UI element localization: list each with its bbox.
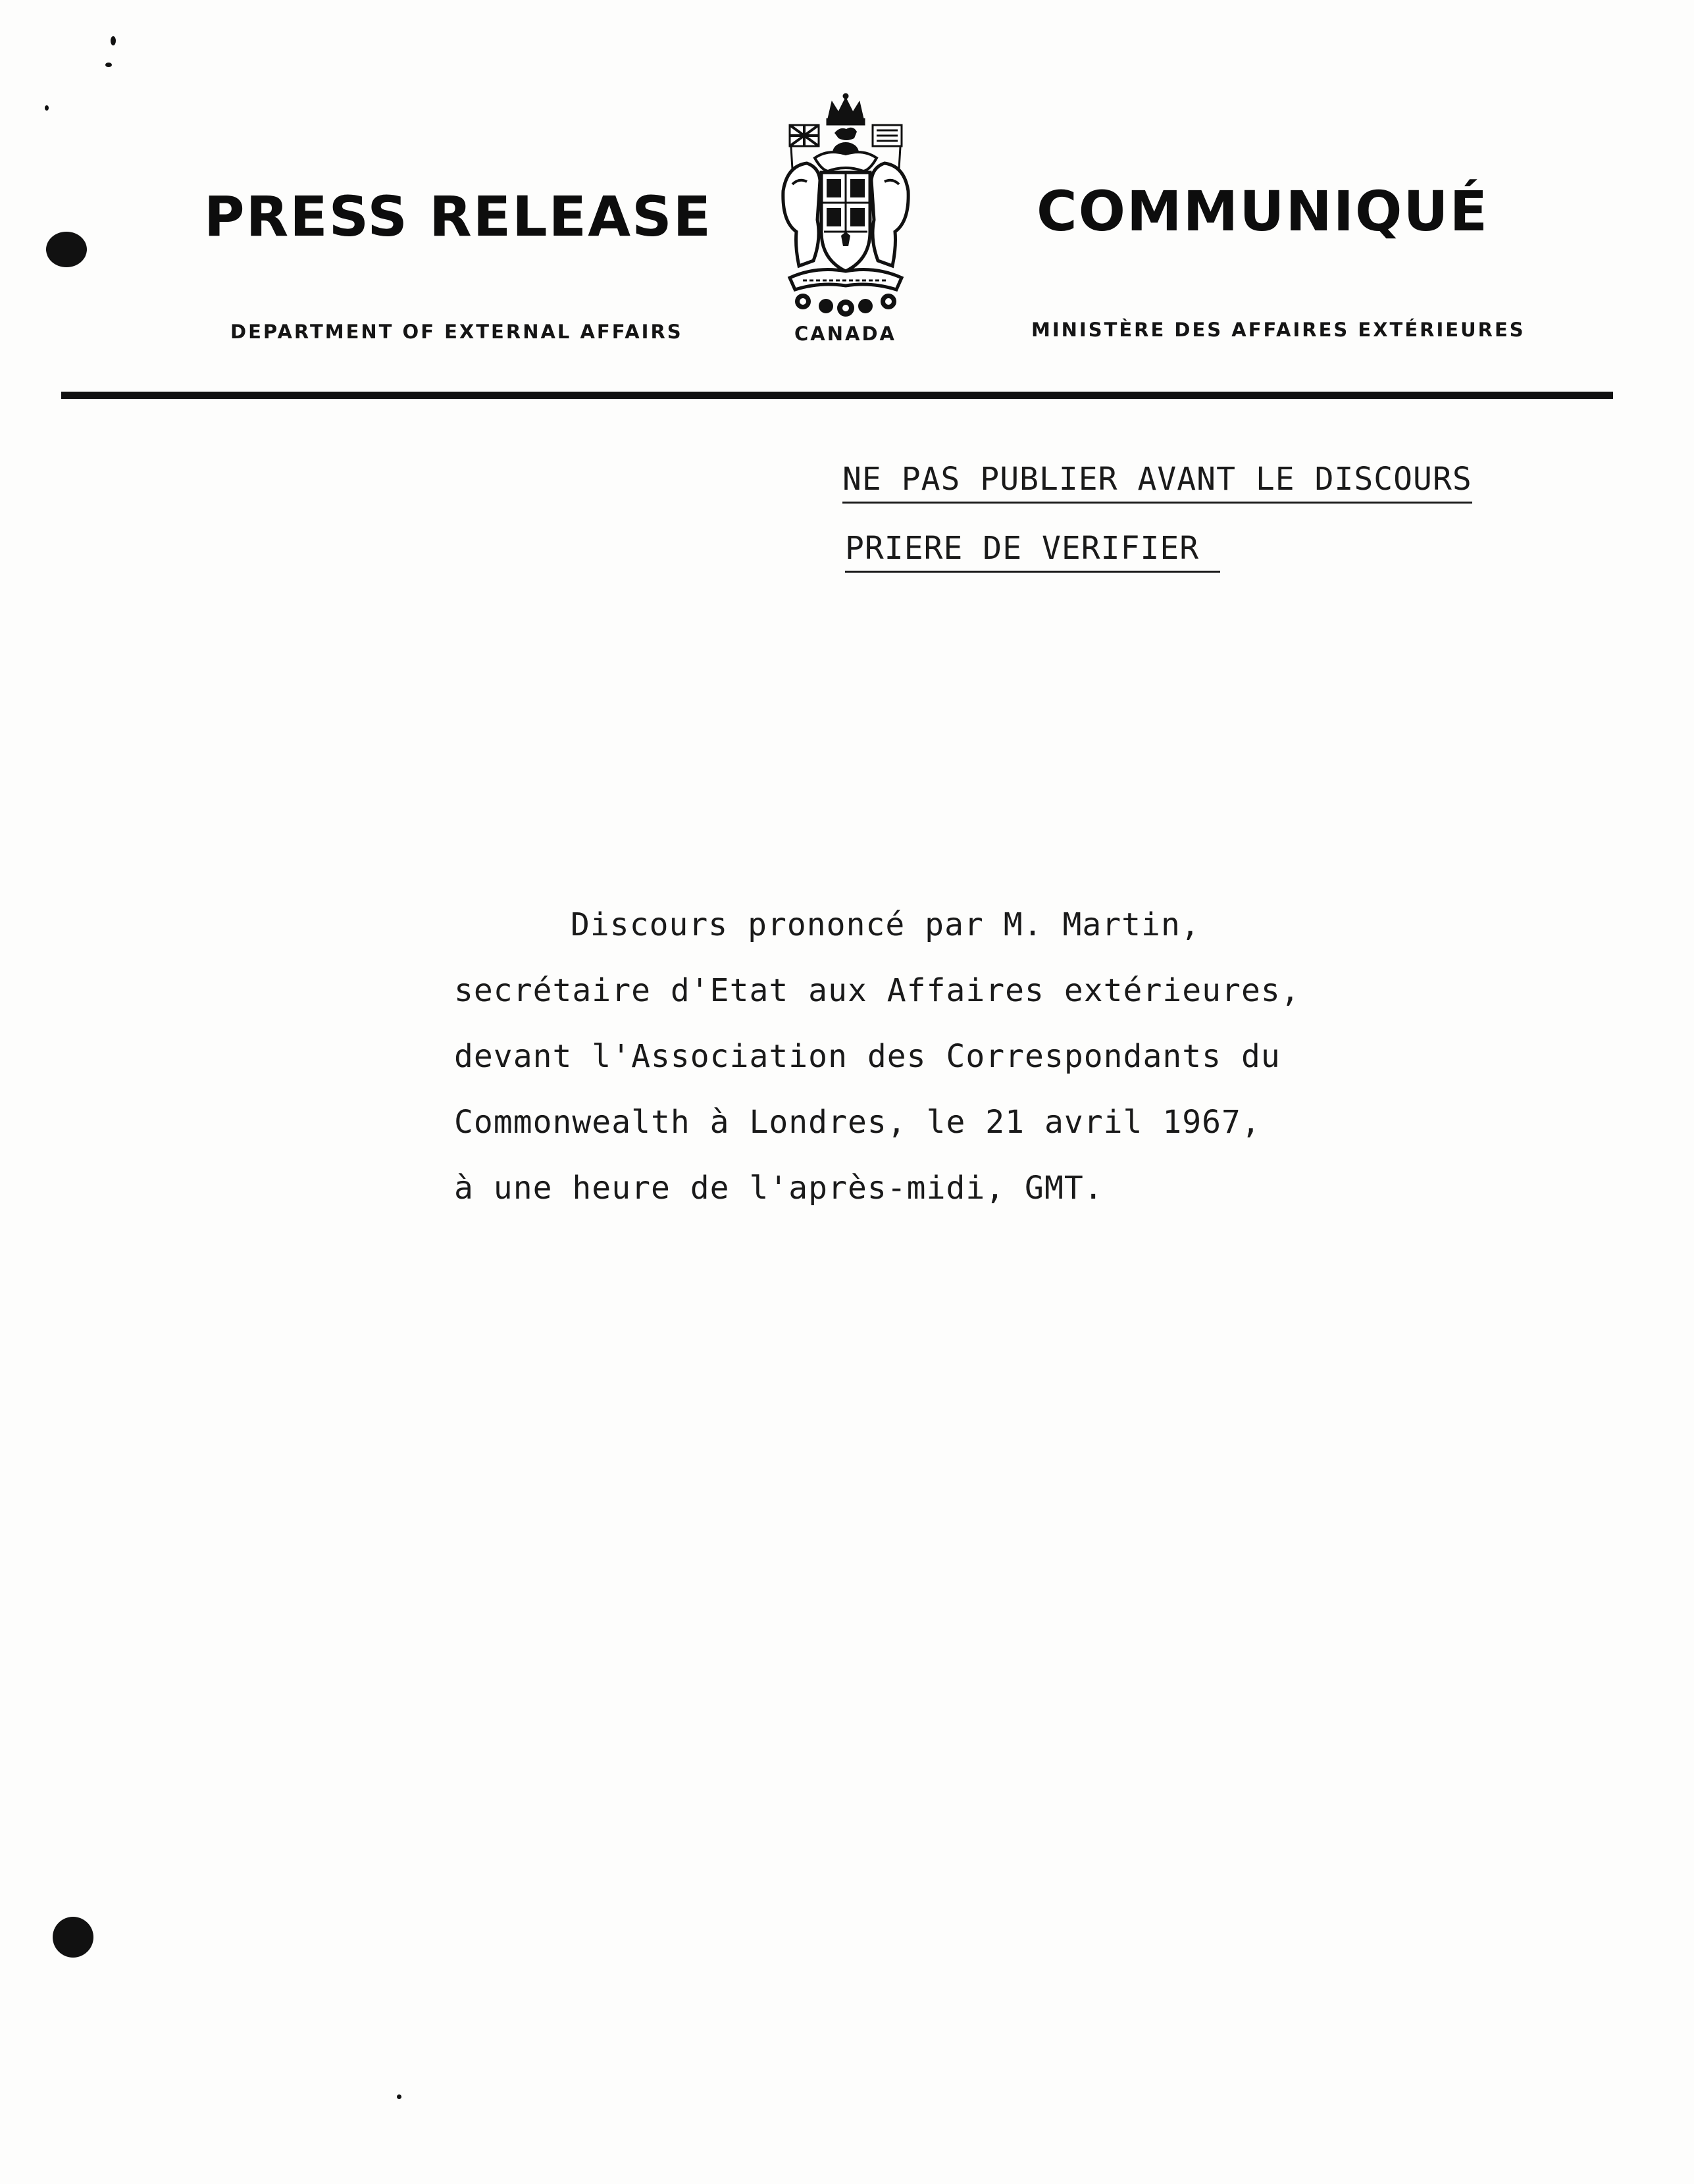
speech-description [454,892,1300,1221]
body-line: Commonwealth à Londres, le 21 avril 1967, [454,1104,1261,1141]
body-line: à une heure de l'après-midi, GMT. [454,1170,1104,1207]
scan-speck [105,63,112,67]
embargo-notice: NE PAS PUBLIER AVANT LE DISCOURS [842,461,1472,504]
punch-hole-mark [46,232,87,267]
punch-hole-mark [53,1917,93,1958]
body-line: Discours prononcé par M. Martin, [571,906,1200,943]
department-english: DEPARTMENT OF EXTERNAL AFFAIRS [230,321,683,343]
country-label: CANADA [794,323,896,345]
body-line: secrétaire d'Etat aux Affaires extérieures, [454,972,1300,1009]
department-french: MINISTÈRE DES AFFAIRES EXTÉRIEURES [1031,319,1526,341]
body-line: devant l'Association des Correspondants du [454,1038,1281,1075]
scan-speck [397,2094,401,2099]
coat-of-arms-icon [763,92,928,319]
communique-title: COMMUNIQUÉ [1037,179,1489,244]
header-divider [61,392,1613,399]
verify-notice: PRIERE DE VERIFIER [845,530,1220,573]
scan-speck [111,36,116,45]
scan-speck [45,105,49,111]
press-release-title: PRESS RELEASE [204,184,712,249]
